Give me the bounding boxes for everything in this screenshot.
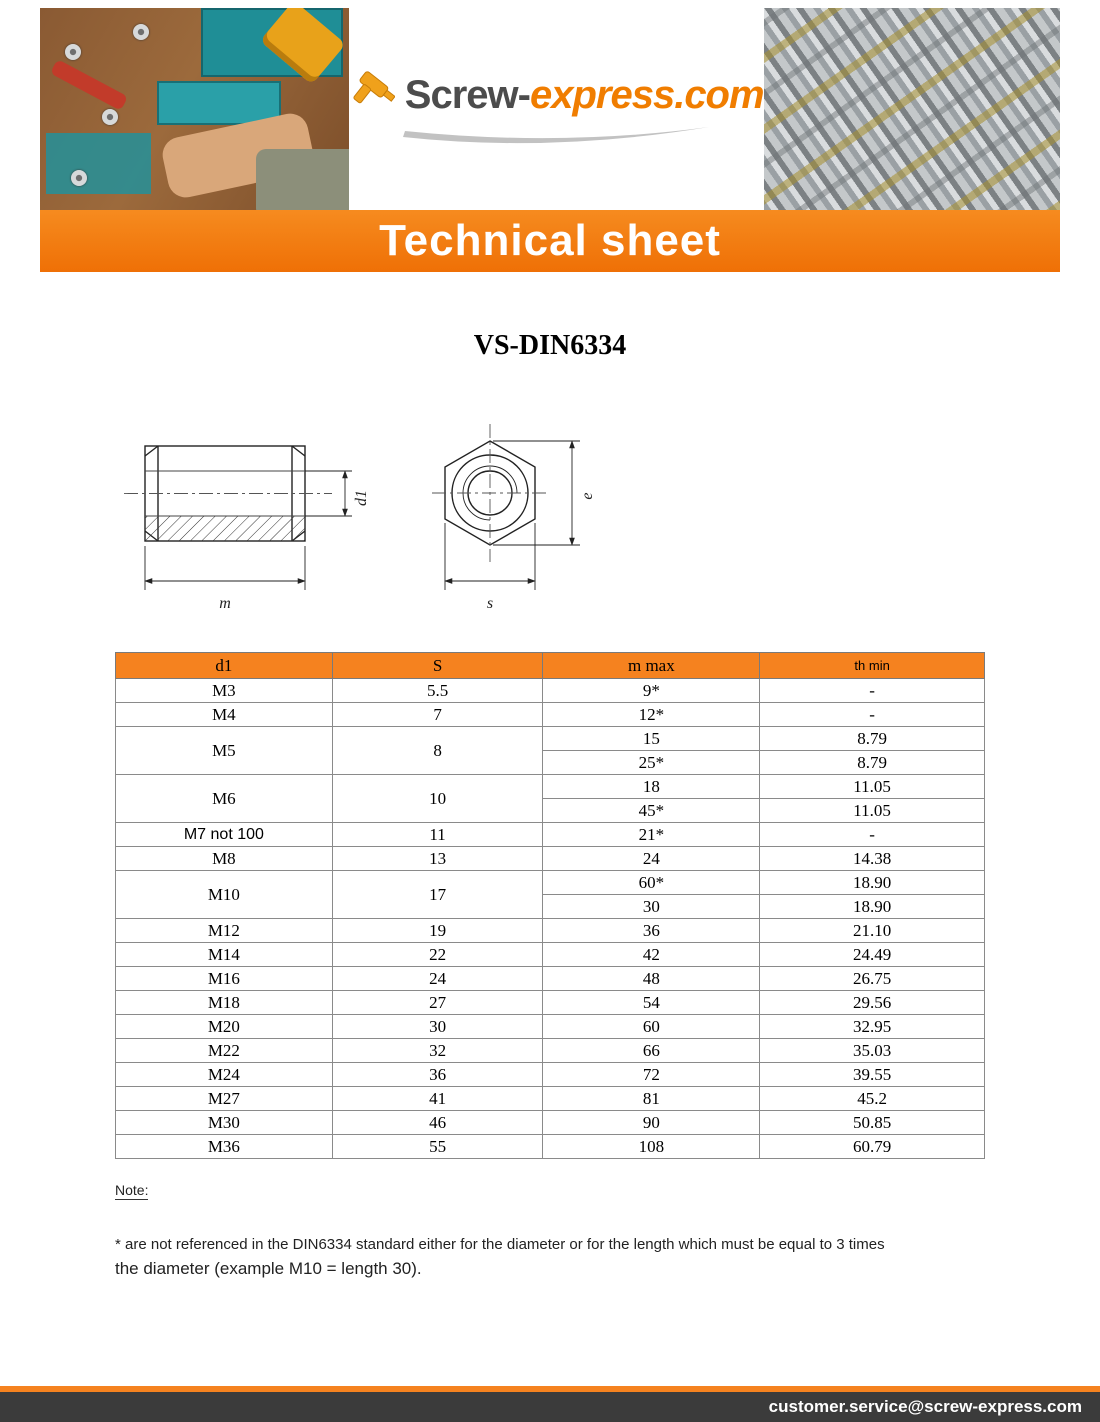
section-hatch <box>145 516 305 541</box>
cell-thmin: 18.90 <box>760 895 985 919</box>
cell-thmin: 11.05 <box>760 775 985 799</box>
cell-mmax: 25* <box>543 751 760 775</box>
banner-title: Technical sheet <box>379 216 721 265</box>
footer-bar <box>0 1392 1100 1422</box>
table-row <box>116 1135 985 1159</box>
cell-mmax: 60 <box>543 1015 760 1039</box>
cell-d1: M16 <box>116 967 333 991</box>
drawing-svg <box>100 416 640 631</box>
cell-thmin: 29.56 <box>760 991 985 1015</box>
table-row <box>116 1039 985 1063</box>
table-row <box>116 943 985 967</box>
table-row <box>116 919 985 943</box>
cell-s: 17 <box>332 871 543 919</box>
drill-icon <box>349 69 395 121</box>
brand-part-dark: Screw- <box>404 72 530 117</box>
logo-swoosh <box>391 123 721 149</box>
cell-mmax: 36 <box>543 919 760 943</box>
screwdriver <box>50 59 128 111</box>
cell-thmin: - <box>760 679 985 703</box>
cell-thmin: 8.79 <box>760 727 985 751</box>
cell-s: 46 <box>332 1111 543 1135</box>
washer <box>71 170 87 186</box>
page-title: VS-DIN6334 <box>473 330 627 361</box>
washer <box>102 109 118 125</box>
cell-d1: M5 <box>116 727 333 775</box>
cell-d1: M24 <box>116 1063 333 1087</box>
tools-photo <box>40 8 349 210</box>
note-text-line2: the diameter (example M10 = length 30). <box>115 1259 422 1278</box>
cell-thmin: 11.05 <box>760 799 985 823</box>
cell-thmin: 26.75 <box>760 967 985 991</box>
cell-mmax: 30 <box>543 895 760 919</box>
label-d1: d1 <box>353 490 370 506</box>
table-row <box>116 991 985 1015</box>
sleeve <box>256 149 349 210</box>
cell-d1: M20 <box>116 1015 333 1039</box>
cell-thmin: 18.90 <box>760 871 985 895</box>
cell-mmax: 108 <box>543 1135 760 1159</box>
cell-s: 13 <box>332 847 543 871</box>
cell-d1: M10 <box>116 871 333 919</box>
cell-d1: M4 <box>116 703 333 727</box>
cell-mmax: 18 <box>543 775 760 799</box>
cell-d1: M30 <box>116 1111 333 1135</box>
table-row <box>116 1015 985 1039</box>
header-thmin: th min <box>760 653 985 679</box>
table-body <box>116 679 985 1159</box>
cell-thmin: 39.55 <box>760 1063 985 1087</box>
cell-d1: M27 <box>116 1087 333 1111</box>
washer <box>133 24 149 40</box>
cell-s: 41 <box>332 1087 543 1111</box>
cell-s: 19 <box>332 919 543 943</box>
table-row <box>116 967 985 991</box>
cell-s: 11 <box>332 823 543 847</box>
cell-mmax: 81 <box>543 1087 760 1111</box>
cell-thmin: 50.85 <box>760 1111 985 1135</box>
cell-d1: M3 <box>116 679 333 703</box>
cell-d1: M14 <box>116 943 333 967</box>
table-row <box>116 679 985 703</box>
cell-thmin: 32.95 <box>760 1015 985 1039</box>
parts-tray <box>46 133 151 194</box>
cell-s: 7 <box>332 703 543 727</box>
footer <box>0 1386 1100 1422</box>
label-e: e <box>579 492 596 500</box>
screws-photo <box>764 8 1060 210</box>
logo <box>349 8 764 210</box>
table-row <box>116 1087 985 1111</box>
cell-mmax: 48 <box>543 967 760 991</box>
contact-email: customer.service@screw-express.com <box>768 1397 1082 1416</box>
header-s: S <box>332 653 543 679</box>
cell-mmax: 72 <box>543 1063 760 1087</box>
cell-thmin: 24.49 <box>760 943 985 967</box>
cell-s: 32 <box>332 1039 543 1063</box>
technical-drawing <box>100 416 640 636</box>
cell-mmax: 12* <box>543 703 760 727</box>
table-row <box>116 1063 985 1087</box>
cell-thmin: 45.2 <box>760 1087 985 1111</box>
cell-s: 55 <box>332 1135 543 1159</box>
cell-mmax: 66 <box>543 1039 760 1063</box>
cell-s: 24 <box>332 967 543 991</box>
table-header-row <box>116 653 985 679</box>
cell-mmax: 24 <box>543 847 760 871</box>
header-d1: d1 <box>116 653 333 679</box>
table-row <box>116 847 985 871</box>
label-s: s <box>486 595 494 612</box>
banner <box>40 210 1060 272</box>
cell-s: 36 <box>332 1063 543 1087</box>
note-label: Note: <box>115 1182 149 1198</box>
cell-mmax: 60* <box>543 871 760 895</box>
brand-part-orange: express.com <box>529 72 764 117</box>
washer <box>65 44 81 60</box>
cell-thmin: - <box>760 703 985 727</box>
cell-mmax: 54 <box>543 991 760 1015</box>
table-row <box>116 1111 985 1135</box>
cell-thmin: - <box>760 823 985 847</box>
cell-s: 27 <box>332 991 543 1015</box>
cell-thmin: 8.79 <box>760 751 985 775</box>
cell-thmin: 60.79 <box>760 1135 985 1159</box>
cell-s: 10 <box>332 775 543 823</box>
cell-d1: M36 <box>116 1135 333 1159</box>
table-row <box>116 871 985 895</box>
dim-m <box>145 546 305 590</box>
cell-thmin: 21.10 <box>760 919 985 943</box>
note-text-line1: * are not referenced in the DIN6334 standard either for the diameter or for the length which must be equal to 3 times <box>115 1236 885 1253</box>
cell-s: 5.5 <box>332 679 543 703</box>
table-row <box>116 727 985 751</box>
cell-s: 30 <box>332 1015 543 1039</box>
dimensions-table <box>115 652 985 1159</box>
header <box>40 8 1060 210</box>
label-m: m <box>219 595 231 612</box>
cell-mmax: 42 <box>543 943 760 967</box>
cell-s: 8 <box>332 727 543 775</box>
cell-mmax: 9* <box>543 679 760 703</box>
cell-d1: M22 <box>116 1039 333 1063</box>
cell-d1: M18 <box>116 991 333 1015</box>
brand-name <box>405 73 764 118</box>
header-mmax: m max <box>543 653 760 679</box>
note-section <box>115 1182 995 1279</box>
cell-mmax: 45* <box>543 799 760 823</box>
cell-mmax: 90 <box>543 1111 760 1135</box>
cell-thmin: 35.03 <box>760 1039 985 1063</box>
cell-mmax: 21* <box>543 823 760 847</box>
cell-d1: M8 <box>116 847 333 871</box>
cell-mmax: 15 <box>543 727 760 751</box>
cell-d1: M12 <box>116 919 333 943</box>
table-row <box>116 775 985 799</box>
cell-d1: M7 not 100 <box>116 823 333 847</box>
cell-d1: M6 <box>116 775 333 823</box>
cell-thmin: 14.38 <box>760 847 985 871</box>
table-row <box>116 703 985 727</box>
table-row <box>116 823 985 847</box>
cell-s: 22 <box>332 943 543 967</box>
